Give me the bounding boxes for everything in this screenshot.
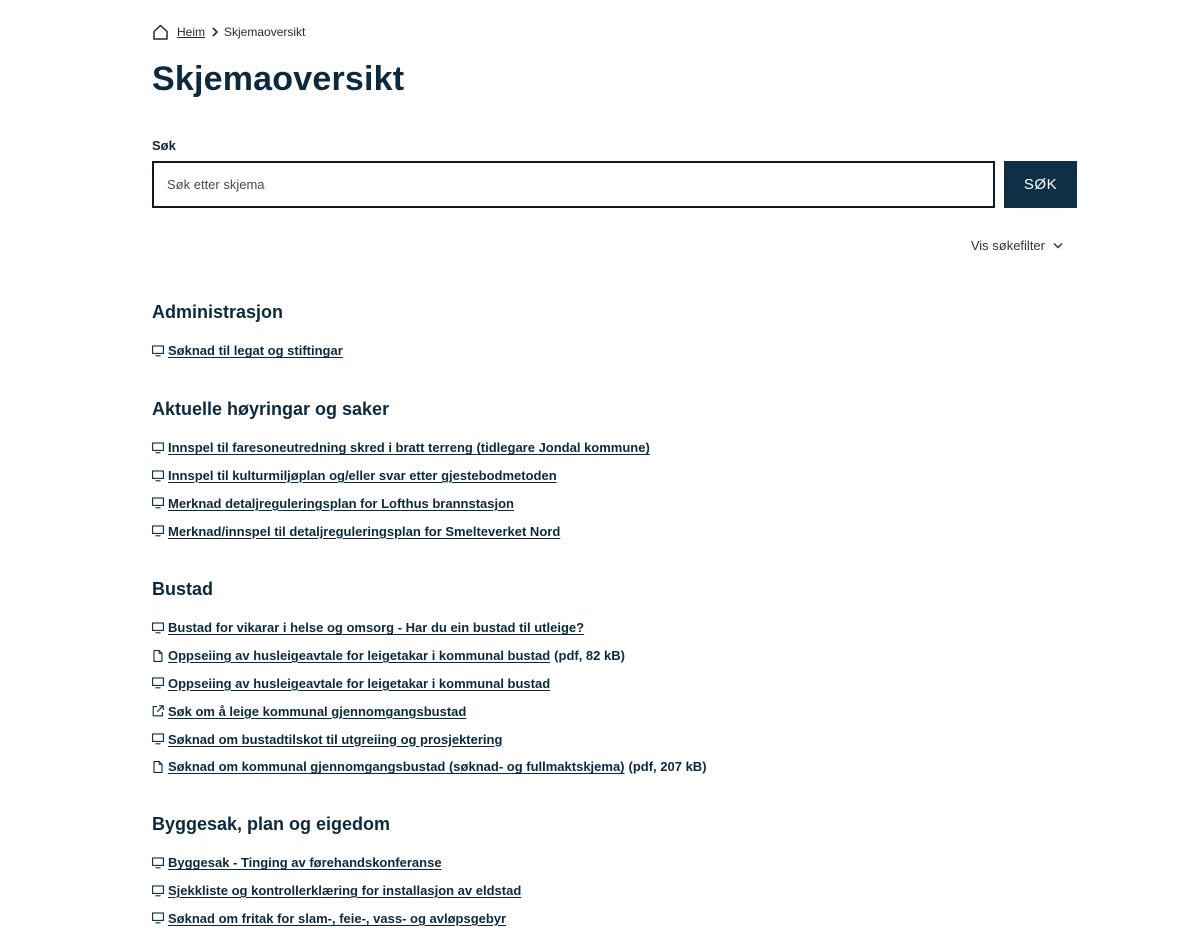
form-link[interactable]: Søknad om bustadtilskot til utgreiing og prosjektering <box>168 731 503 747</box>
section-aktuelle-hoyringar <box>152 399 650 539</box>
form-list-item <box>152 434 650 462</box>
form-list-item <box>152 725 707 753</box>
form-link[interactable]: Bustad for vikarar i helse og omsorg - Har du ein bustad til utleige? <box>168 620 585 636</box>
chevron-down-icon <box>1045 242 1063 249</box>
section-administrasjon <box>152 302 343 359</box>
search-label: Søk <box>152 138 176 153</box>
monitor-icon <box>152 733 164 745</box>
breadcrumb-home-link[interactable]: Heim <box>177 25 206 39</box>
form-link[interactable]: Søknad om kommunal gjennomgangsbustad (søknad- og fullmaktskjema) <box>168 759 625 775</box>
form-link[interactable]: Innspel til kulturmiljøplan og/eller svar etter gjestebodmetoden <box>168 468 557 484</box>
section-heading: Bustad <box>152 579 214 599</box>
form-link[interactable]: Oppseiing av husleigeavtale for leigetakar i kommunal bustad <box>168 648 551 664</box>
form-list <box>152 849 521 932</box>
form-list-item <box>152 905 521 933</box>
chevron-right-icon <box>211 27 219 37</box>
monitor-icon <box>152 885 164 897</box>
form-link[interactable]: Byggesak - Tinging av førehandskonferanse <box>168 855 442 871</box>
form-list-item <box>152 614 707 642</box>
monitor-icon <box>152 442 164 454</box>
form-list-item <box>152 337 343 365</box>
form-link[interactable]: Sjekkliste og kontrollerklæring for installasjon av eldstad <box>168 883 522 899</box>
document-icon <box>152 650 164 662</box>
form-link[interactable]: Søk om å leige kommunal gjennomgangsbustad <box>168 703 467 719</box>
section-byggesak <box>152 814 522 926</box>
form-list-item <box>152 849 521 877</box>
file-meta: (pdf, 207 kB) <box>628 759 707 775</box>
search-filter-toggle[interactable] <box>971 238 1063 253</box>
section-heading: Administrasjon <box>152 302 284 322</box>
monitor-icon <box>152 470 164 482</box>
form-list-item <box>152 517 650 545</box>
form-link[interactable]: Merknad detaljreguleringsplan for Lofthus brannstasjon <box>168 495 514 511</box>
monitor-icon <box>152 857 164 869</box>
monitor-icon <box>152 677 164 689</box>
form-list-item <box>152 670 707 698</box>
monitor-icon <box>152 912 164 924</box>
form-link[interactable]: Innspel til faresoneutredning skred i bratt terreng (tidlegare Jondal kommune) <box>168 440 650 456</box>
document-icon <box>152 761 164 773</box>
breadcrumb-current: Skjemaoversikt <box>224 25 306 39</box>
section-heading: Byggesak, plan og eigedom <box>152 814 391 834</box>
external-link-icon <box>152 705 164 717</box>
search-input[interactable] <box>152 161 995 208</box>
form-list <box>152 337 343 365</box>
monitor-icon <box>152 622 164 634</box>
form-list-item <box>152 753 707 781</box>
section-bustad <box>152 579 707 775</box>
search-filter-label: Vis søkefilter <box>970 238 1045 253</box>
form-list-item <box>152 642 707 670</box>
form-list-item <box>152 697 707 725</box>
page-title: Skjemaoversikt <box>152 60 405 98</box>
file-meta: (pdf, 82 kB) <box>554 648 625 664</box>
form-list-item <box>152 462 650 490</box>
form-list-item <box>152 490 650 518</box>
form-list <box>152 434 650 545</box>
form-link[interactable]: Søknad til legat og stiftingar <box>168 343 343 359</box>
section-heading: Aktuelle høyringar og saker <box>152 399 390 419</box>
form-list <box>152 614 707 781</box>
form-link[interactable]: Oppseiing av husleigeavtale for leigetakar i kommunal bustad <box>168 675 551 691</box>
form-link[interactable]: Merknad/innspel til detaljreguleringsplan for Smelteverket Nord <box>168 523 561 539</box>
monitor-icon <box>152 525 164 537</box>
form-link[interactable]: Søknad om fritak for slam-, feie-, vass- og avløpsgebyr <box>168 910 507 926</box>
search-button[interactable]: SØK <box>1004 161 1077 208</box>
breadcrumb <box>152 24 305 40</box>
monitor-icon <box>152 345 164 357</box>
home-icon[interactable] <box>152 24 169 40</box>
form-list-item <box>152 877 521 905</box>
monitor-icon <box>152 497 164 509</box>
